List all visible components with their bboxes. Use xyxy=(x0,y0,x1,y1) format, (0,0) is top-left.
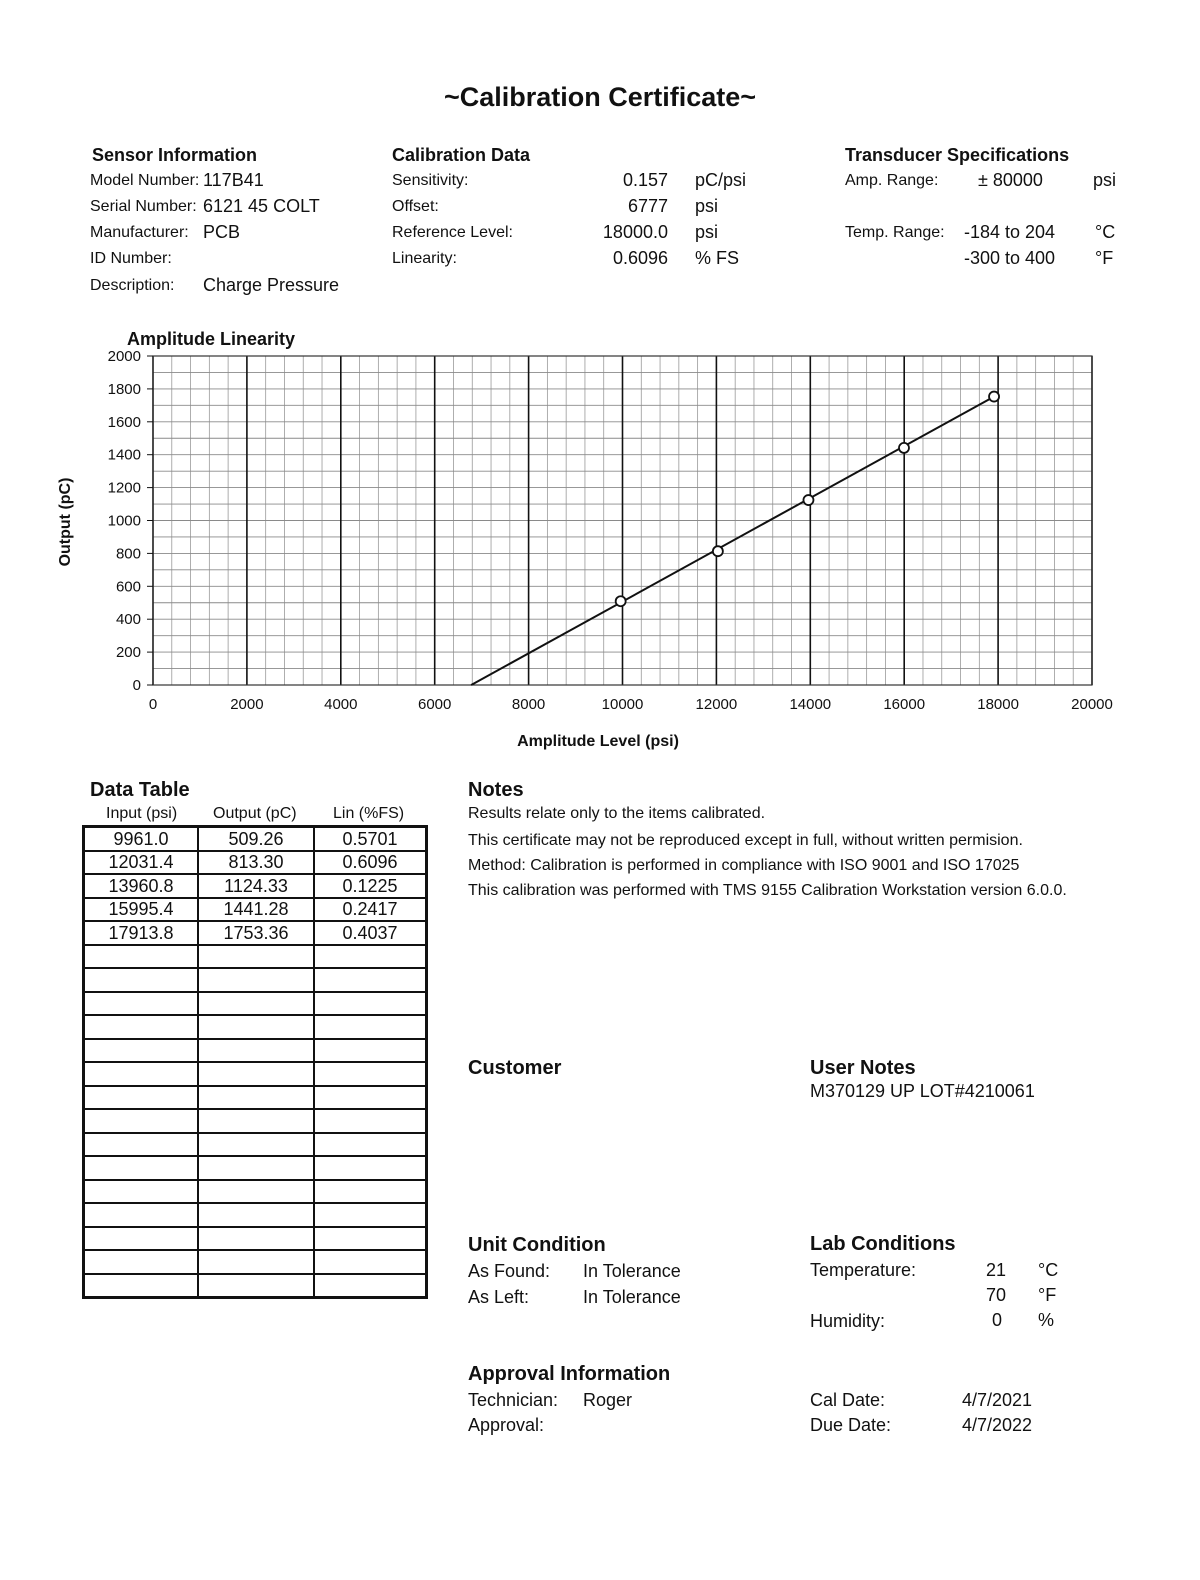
table-row xyxy=(84,1203,427,1227)
note-line: This calibration was performed with TMS 9155 Calibration Workstation version 6.0.0. xyxy=(468,882,1067,899)
x-tick-label: 10000 xyxy=(601,696,644,713)
table-cell xyxy=(84,1133,199,1157)
chart-title: Amplitude Linearity xyxy=(127,329,296,349)
table-cell xyxy=(314,1062,426,1086)
x-tick-label: 0 xyxy=(148,696,158,713)
cal-date-label: Cal Date: xyxy=(810,1390,886,1410)
table-cell xyxy=(84,1062,199,1086)
x-tick-label: 8000 xyxy=(511,696,546,713)
data-point xyxy=(616,596,626,606)
offset-label: Offset: xyxy=(392,198,439,215)
y-tick-label: 0 xyxy=(132,677,141,694)
table-row xyxy=(84,992,427,1016)
table-cell xyxy=(314,992,426,1016)
table-cell xyxy=(198,1133,314,1157)
table-cell xyxy=(84,1180,199,1204)
temp-range-c-unit: °C xyxy=(1095,222,1116,242)
table-cell xyxy=(84,1203,199,1227)
data-point xyxy=(899,443,909,453)
table-cell: 15995.4 xyxy=(84,898,199,922)
table-row xyxy=(84,851,427,875)
y-tick-label: 800 xyxy=(115,545,141,563)
data-table-heading: Data Table xyxy=(90,779,190,801)
table-row xyxy=(84,1039,427,1063)
table-row xyxy=(84,1156,427,1180)
table-cell xyxy=(84,992,199,1016)
table-cell xyxy=(198,1015,314,1039)
temperature-label: Temperature: xyxy=(810,1260,917,1280)
table-row xyxy=(84,1133,427,1157)
table-row xyxy=(84,1062,427,1086)
x-tick-label: 18000 xyxy=(977,696,1019,713)
table-row xyxy=(84,1180,427,1204)
table-cell xyxy=(198,1039,314,1063)
y-tick-label: 1800 xyxy=(107,380,141,398)
data-table xyxy=(82,825,428,1299)
y-tick-label: 1000 xyxy=(107,512,141,530)
table-row xyxy=(84,874,427,898)
reference-level-unit: psi xyxy=(695,222,719,242)
table-row xyxy=(84,1250,427,1274)
table-cell xyxy=(314,1203,426,1227)
temperature-f-unit: °F xyxy=(1038,1285,1057,1305)
column-header-lin: Lin (%FS) xyxy=(333,805,405,822)
table-cell xyxy=(314,1015,426,1039)
sensitivity-unit: pC/psi xyxy=(695,170,747,190)
approval-label: Approval: xyxy=(468,1415,545,1435)
data-point xyxy=(989,392,999,402)
table-cell xyxy=(314,945,426,969)
description-value: Charge Pressure xyxy=(203,275,340,295)
customer-heading: Customer xyxy=(468,1057,562,1079)
x-tick-label: 6000 xyxy=(418,696,452,713)
transducer-spec-heading: Transducer Specifications xyxy=(845,145,1070,165)
table-cell: 1753.36 xyxy=(198,921,314,945)
table-cell xyxy=(198,1180,314,1204)
table-cell: 0.4037 xyxy=(314,921,426,945)
table-cell xyxy=(84,1274,199,1298)
table-cell xyxy=(314,1039,426,1063)
table-cell: 0.6096 xyxy=(314,851,426,875)
sensor-info-heading: Sensor Information xyxy=(92,145,258,165)
temperature-f-value: 70 xyxy=(985,1285,1006,1305)
reference-level-label: Reference Level: xyxy=(392,224,513,241)
table-cell xyxy=(314,1133,426,1157)
table-cell xyxy=(314,1250,426,1274)
table-cell xyxy=(198,1156,314,1180)
table-cell xyxy=(198,1109,314,1133)
table-cell xyxy=(198,968,314,992)
technician-label: Technician: xyxy=(468,1390,559,1410)
amplitude-linearity-chart xyxy=(0,320,1200,760)
y-tick-label: 2000 xyxy=(107,348,141,365)
table-cell: 12031.4 xyxy=(84,851,199,875)
chart-xlabel: Amplitude Level (psi) xyxy=(517,733,679,750)
y-tick-label: 1400 xyxy=(107,446,141,464)
table-row xyxy=(84,1109,427,1133)
page-title: ~Calibration Certificate~ xyxy=(443,82,757,112)
humidity-unit: % xyxy=(1038,1310,1055,1330)
manufacturer-value: PCB xyxy=(203,222,241,242)
amp-range-value: ± 80000 xyxy=(978,170,1043,190)
table-cell: 1124.33 xyxy=(198,874,314,898)
table-cell: 0.1225 xyxy=(314,874,426,898)
model-number-label: Model Number: xyxy=(90,172,200,189)
data-point xyxy=(713,546,723,556)
table-row xyxy=(84,945,427,969)
approval-heading: Approval Information xyxy=(468,1363,671,1385)
table-cell xyxy=(198,1062,314,1086)
table-cell xyxy=(84,945,199,969)
table-cell xyxy=(198,1086,314,1110)
serial-number-label: Serial Number: xyxy=(90,198,197,215)
fit-line xyxy=(471,397,994,685)
table-row xyxy=(84,827,427,851)
table-cell xyxy=(314,1227,426,1251)
y-tick-label: 600 xyxy=(115,578,141,596)
table-cell xyxy=(198,1274,314,1298)
humidity-label: Humidity: xyxy=(810,1311,886,1331)
table-cell xyxy=(84,1109,199,1133)
table-cell xyxy=(84,1227,199,1251)
user-notes-heading: User Notes xyxy=(810,1057,916,1079)
user-notes-text: M370129 UP LOT#4210061 xyxy=(810,1081,1035,1101)
note-line: Results relate only to the items calibrated. xyxy=(468,805,766,822)
amp-range-unit: psi xyxy=(1093,170,1117,190)
column-header-output: Output (pC) xyxy=(213,805,297,822)
table-cell xyxy=(314,1086,426,1110)
calibration-data-heading: Calibration Data xyxy=(392,145,531,165)
table-cell xyxy=(314,1180,426,1204)
data-point xyxy=(803,495,813,505)
x-tick-label: 2000 xyxy=(230,696,264,713)
table-cell xyxy=(84,1015,199,1039)
temp-range-c-value: -184 to 204 xyxy=(964,222,1056,242)
table-cell xyxy=(314,968,426,992)
table-cell xyxy=(84,1250,199,1274)
table-row xyxy=(84,1015,427,1039)
table-row xyxy=(84,898,427,922)
serial-number-value: 6121 45 COLT xyxy=(203,196,320,216)
x-tick-label: 4000 xyxy=(324,696,358,713)
temp-range-f-unit: °F xyxy=(1095,248,1114,268)
x-tick-label: 14000 xyxy=(789,696,832,713)
amp-range-label: Amp. Range: xyxy=(845,172,939,189)
table-cell xyxy=(84,1086,199,1110)
y-tick-label: 200 xyxy=(115,644,141,662)
table-cell xyxy=(198,992,314,1016)
y-tick-label: 400 xyxy=(115,611,141,629)
model-number-value: 117B41 xyxy=(203,170,264,190)
temp-range-label: Temp. Range: xyxy=(845,224,945,241)
table-cell: 1441.28 xyxy=(198,898,314,922)
notes-heading: Notes xyxy=(468,779,524,801)
table-cell: 9961.0 xyxy=(84,827,199,851)
column-header-input: Input (psi) xyxy=(106,805,178,822)
x-tick-label: 16000 xyxy=(883,696,926,713)
temp-range-f-value: -300 to 400 xyxy=(964,248,1056,268)
table-row xyxy=(84,1274,427,1298)
chart-ylabel: Output (pC) xyxy=(57,477,74,567)
reference-level-value: 18000.0 xyxy=(602,222,668,242)
due-date-label: Due Date: xyxy=(810,1415,892,1435)
table-cell: 13960.8 xyxy=(84,874,199,898)
table-cell: 813.30 xyxy=(198,851,314,875)
offset-value: 6777 xyxy=(627,196,668,216)
as-left-label: As Left: xyxy=(468,1287,530,1307)
y-tick-label: 1200 xyxy=(107,479,141,497)
table-cell xyxy=(84,1039,199,1063)
temperature-c-unit: °C xyxy=(1038,1260,1059,1280)
manufacturer-label: Manufacturer: xyxy=(90,224,189,241)
table-cell: 17913.8 xyxy=(84,921,199,945)
sensitivity-label: Sensitivity: xyxy=(392,172,469,189)
table-row xyxy=(84,1227,427,1251)
table-cell xyxy=(84,1156,199,1180)
table-cell xyxy=(314,1156,426,1180)
cal-date-value: 4/7/2021 xyxy=(962,1390,1033,1410)
table-cell xyxy=(314,1109,426,1133)
note-line: This certificate may not be reproduced except in full, without written permision. xyxy=(468,832,1023,849)
table-cell: 0.2417 xyxy=(314,898,426,922)
table-cell xyxy=(314,1274,426,1298)
table-cell xyxy=(198,1250,314,1274)
table-row xyxy=(84,1086,427,1110)
as-left-value: In Tolerance xyxy=(583,1287,681,1307)
description-label: Description: xyxy=(90,277,175,294)
humidity-value: 0 xyxy=(991,1310,1002,1330)
y-tick-label: 1600 xyxy=(107,413,141,431)
table-cell xyxy=(198,1203,314,1227)
table-row xyxy=(84,968,427,992)
linearity-unit: % FS xyxy=(695,248,740,268)
sensitivity-value: 0.157 xyxy=(622,170,668,190)
as-found-value: In Tolerance xyxy=(583,1261,681,1281)
lab-conditions-heading: Lab Conditions xyxy=(810,1233,956,1255)
table-cell xyxy=(198,945,314,969)
as-found-label: As Found: xyxy=(468,1261,551,1281)
unit-condition-heading: Unit Condition xyxy=(468,1234,606,1256)
temperature-c-value: 21 xyxy=(985,1260,1006,1280)
id-number-label: ID Number: xyxy=(90,250,172,267)
linearity-value: 0.6096 xyxy=(612,248,668,268)
x-tick-label: 12000 xyxy=(695,696,738,713)
table-cell xyxy=(198,1227,314,1251)
note-line: Method: Calibration is performed in compliance with ISO 9001 and ISO 17025 xyxy=(468,857,1020,874)
linearity-label: Linearity: xyxy=(392,250,457,267)
table-row xyxy=(84,921,427,945)
technician-value: Roger xyxy=(583,1390,633,1410)
offset-unit: psi xyxy=(695,196,719,216)
table-cell xyxy=(84,968,199,992)
x-tick-label: 20000 xyxy=(1071,696,1113,713)
table-cell: 0.5701 xyxy=(314,827,426,851)
due-date-value: 4/7/2022 xyxy=(962,1415,1033,1435)
table-cell: 509.26 xyxy=(198,827,314,851)
